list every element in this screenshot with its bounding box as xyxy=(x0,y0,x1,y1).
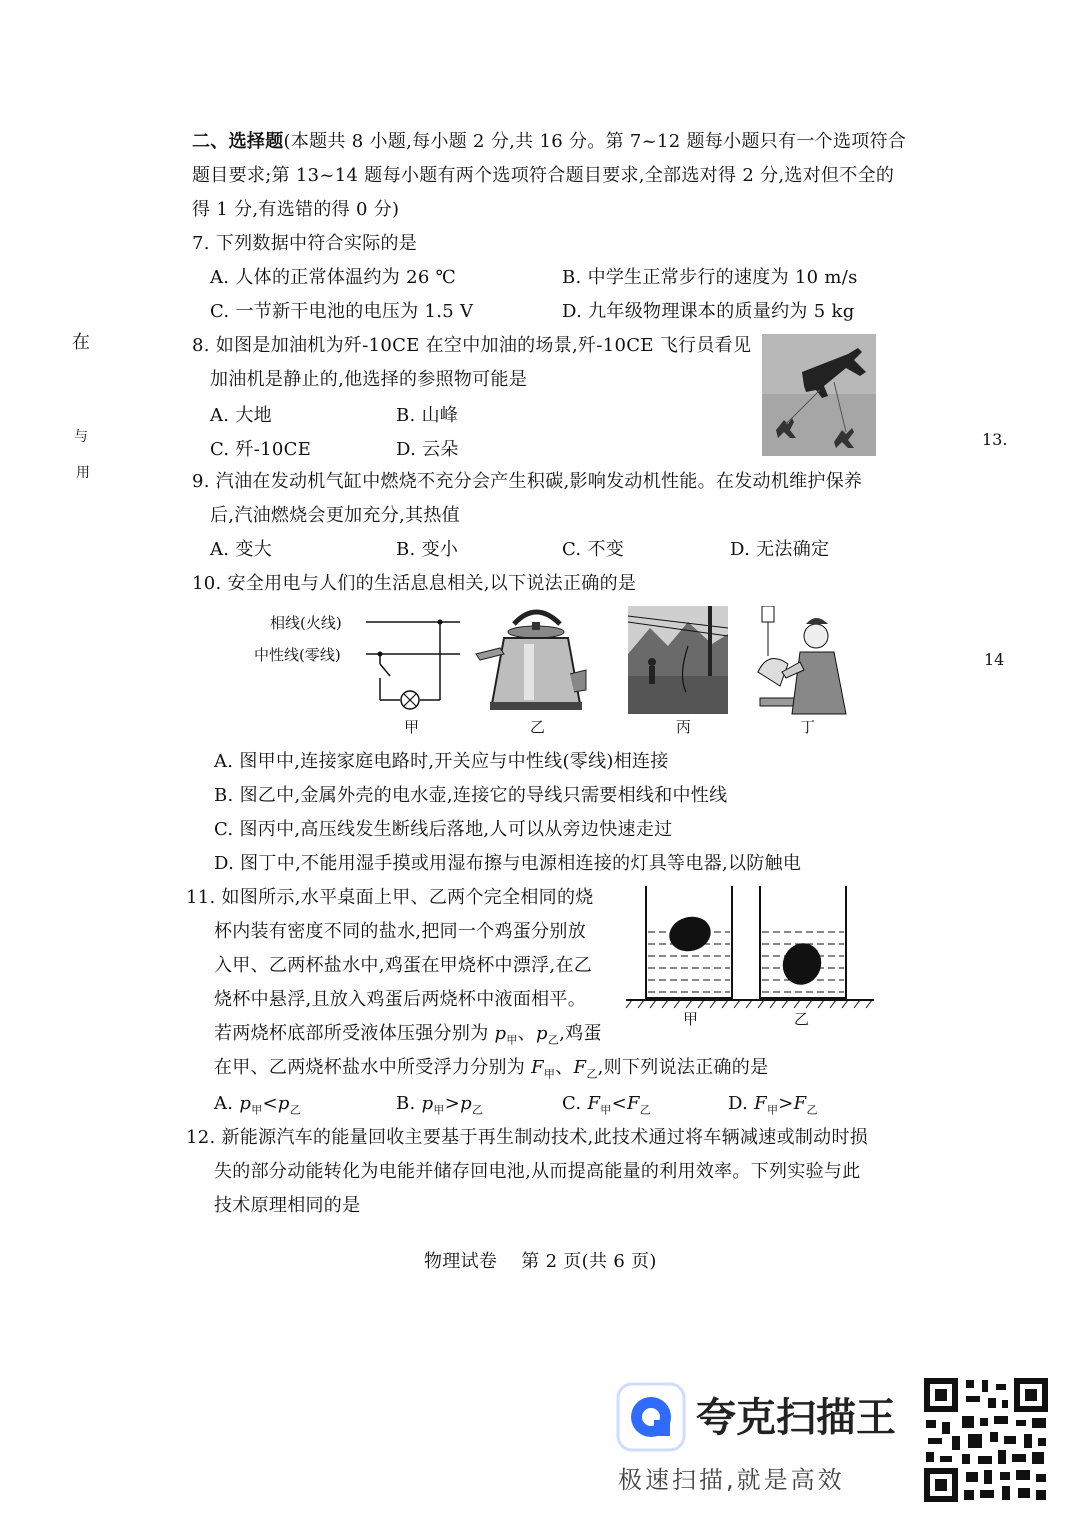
q11-line-1: 11. 如图所示,水平桌面上甲、乙两个完全相同的烧 xyxy=(186,887,594,908)
electric-kettle-image xyxy=(474,604,600,714)
fig-ding-label: 丁 xyxy=(800,718,816,736)
fig-jia-label: 甲 xyxy=(404,718,420,736)
page-footer: 物理试卷 第 2 页(共 6 页) xyxy=(424,1251,657,1272)
q9-option-a: A. 变大 xyxy=(210,539,272,560)
q10-option-b: B. 图乙中,金属外壳的电水壶,连接它的导线只需要相线和中性线 xyxy=(214,785,728,806)
beaker-yi-label: 乙 xyxy=(794,1010,810,1028)
q10-stem: 10. 安全用电与人们的生活息息相关,以下说法正确的是 xyxy=(192,573,637,594)
live-wire-label: 相线(火线) xyxy=(270,614,342,632)
quark-logo-icon xyxy=(616,1382,686,1452)
scanner-slogan: 极速扫描,就是高效 xyxy=(618,1466,845,1494)
q9-stem-2: 后,汽油燃烧会更加充分,其热值 xyxy=(210,505,460,526)
section-header-line1 xyxy=(192,130,906,154)
scanner-brand: 夸克扫描王 xyxy=(696,1395,896,1441)
q9-option-c: C. 不变 xyxy=(562,539,625,560)
q12-line-1: 12. 新能源汽车的能量回收主要基于再生制动技术,此技术通过将车辆减速或制动时损 xyxy=(186,1127,869,1148)
fallen-power-line-image xyxy=(628,606,728,714)
q10-option-a: A. 图甲中,连接家庭电路时,开关应与中性线(零线)相连接 xyxy=(214,751,669,772)
q12-line-3: 技术原理相同的是 xyxy=(214,1195,361,1216)
q11-option-b: B. $p_甲>p_乙$ xyxy=(396,1093,484,1117)
q11-line-2: 杯内装有密度不同的盐水,把同一个鸡蛋分别放 xyxy=(214,921,587,942)
q9-option-d: D. 无法确定 xyxy=(730,539,830,560)
q11-line-6: 在甲、乙两烧杯盐水中所受浮力分别为 $F_甲$、$F_乙$,则下列说法正确的是 xyxy=(214,1057,769,1081)
beaker-jia-label: 甲 xyxy=(683,1010,699,1028)
left-margin-mark-2: 与 xyxy=(74,429,88,445)
left-margin-mark-3: 用 xyxy=(76,465,90,481)
q11-option-c: C. $F_甲<F_乙$ xyxy=(562,1093,652,1117)
q10-option-c: C. 图丙中,高压线发生断线后落地,人可以从旁边快速走过 xyxy=(214,819,673,840)
q8-stem-2: 加油机是静止的,他选择的参照物可能是 xyxy=(210,369,528,390)
wet-hand-lamp-image xyxy=(754,606,854,716)
q8-option-d: D. 云朵 xyxy=(396,439,459,460)
q7-option-d: D. 九年级物理课本的质量约为 5 kg xyxy=(562,301,855,322)
q12-line-2: 失的部分动能转化为电能并储存回电池,从而提高能量的利用效率。下列实验与此 xyxy=(214,1161,861,1182)
right-margin-mark-1: 13. xyxy=(982,430,1008,449)
qr-code-icon xyxy=(922,1376,1050,1504)
q7-option-c: C. 一节新干电池的电压为 1.5 V xyxy=(210,301,474,322)
section-intro-3: 得 1 分,有选错的得 0 分) xyxy=(192,199,400,220)
q11-option-d: D. $F_甲>F_乙$ xyxy=(728,1093,818,1117)
q11-line-5: 若两烧杯底部所受液体压强分别为 $p_甲$、$p_乙$,鸡蛋 xyxy=(214,1023,602,1047)
neutral-wire-label: 中性线(零线) xyxy=(254,646,341,664)
beakers-diagram xyxy=(622,884,876,1012)
q9-option-b: B. 变小 xyxy=(396,539,459,560)
q8-option-a: A. 大地 xyxy=(210,405,272,426)
q10-option-d: D. 图丁中,不能用湿手摸或用湿布擦与电源相连接的灯具等电器,以防触电 xyxy=(214,853,802,874)
fig-yi-label: 乙 xyxy=(530,718,546,736)
section-intro-2: 题目要求;第 13~14 题每小题有两个选项符合题目要求,全部选对得 2 分,选对但不全的 xyxy=(192,165,895,186)
q8-option-b: B. 山峰 xyxy=(396,405,459,426)
circuit-diagram xyxy=(360,612,464,712)
left-margin-mark-1: 在 xyxy=(72,332,90,353)
q8-stem-1: 8. 如图是加油机为歼-10CE 在空中加油的场景,歼-10CE 飞行员看见 xyxy=(192,335,752,356)
section-intro-1: (本题共 8 小题,每小题 2 分,共 16 分。第 7~12 题每小题只有一个选项符合 xyxy=(283,131,907,152)
q9-stem-1: 9. 汽油在发动机气缸中燃烧不充分会产生积碳,影响发动机性能。在发动机维护保养 xyxy=(192,471,863,492)
q7-option-b: B. 中学生正常步行的速度为 10 m/s xyxy=(562,267,858,288)
q11-line-3: 入甲、乙两杯盐水中,鸡蛋在甲烧杯中漂浮,在乙 xyxy=(214,955,593,976)
q11-line-4: 烧杯中悬浮,且放入鸡蛋后两烧杯中液面相平。 xyxy=(214,989,587,1010)
q11-option-a: A. $p_甲<p_乙$ xyxy=(214,1093,302,1117)
refueling-aircraft-photo xyxy=(762,334,876,456)
section-title: 二、选择题 xyxy=(192,131,284,152)
right-margin-mark-2: 14 xyxy=(984,650,1005,669)
q8-option-c: C. 歼-10CE xyxy=(210,439,312,460)
q7-option-a: A. 人体的正常体温约为 26 ℃ xyxy=(210,267,457,288)
q7-stem: 7. 下列数据中符合实际的是 xyxy=(192,233,418,254)
fig-bing-label: 丙 xyxy=(676,718,692,736)
